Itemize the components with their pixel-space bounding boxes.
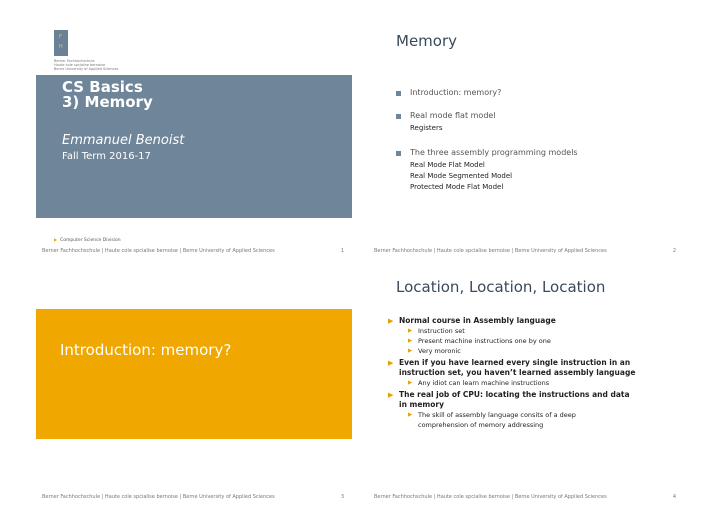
footer-text: Berner Fachhochschule | Haute cole spcialise bernoise | Berne University of Applied Sciences: [42, 494, 275, 500]
slide-footer: [42, 494, 344, 500]
title-band: [36, 75, 352, 218]
slide-footer: [42, 248, 344, 254]
section-title: Introduction: memory?: [60, 341, 232, 359]
logo-line: Berner Fachhochschule: [54, 59, 95, 63]
sub-bullet-item: [388, 410, 674, 430]
page-number: 2: [672, 248, 676, 254]
course-title: [62, 80, 153, 110]
sub-bullet-item: ▶ Instruction set: [388, 326, 674, 336]
bullet-line: comprehension of memory addressing: [418, 421, 544, 429]
page-number: 1: [340, 248, 344, 254]
bullet-item: ▶ Normal course in Assembly language: [388, 316, 674, 326]
logo-line: Haute cole spcialise bernoise: [54, 63, 106, 68]
toc-subitems: [410, 123, 578, 134]
footer-text: Berner Fachhochschule | Haute cole spcialise bernoise | Berne University of Applied Sciences: [42, 248, 275, 254]
slide-1: [36, 18, 352, 256]
author: Emmanuel Benoist: [62, 133, 185, 148]
toc-subitems: [410, 160, 578, 193]
toc-item-label: The three assembly programming models: [410, 148, 578, 157]
toc-item-label: Real mode flat model: [410, 111, 496, 120]
toc-item: [396, 111, 578, 134]
slide-3: [36, 264, 352, 502]
bfh-logo: [54, 30, 68, 56]
footer-text: Berner Fachhochschule | Haute cole spcialise bernoise | Berne University of Applied Sciences: [374, 494, 607, 500]
division-label: ▶ Computer Science Division: [54, 237, 121, 243]
slide-title: Location, Location, Location: [396, 278, 606, 296]
term: Fall Term 2016-17: [62, 151, 151, 162]
section-band: [36, 309, 352, 439]
toc-item-label: Introduction: memory?: [410, 88, 502, 97]
logo-letter-f: F: [59, 34, 62, 40]
bullet-item: [388, 390, 674, 410]
sub-bullet-item: ▶ Present machine instructions one by one: [388, 336, 674, 346]
bullet-line: instruction set, you haven’t learned assembly language: [399, 368, 636, 377]
bullet-item: [388, 358, 674, 378]
slide-4: [368, 264, 684, 502]
toc-subitem: Real Mode Segmented Model: [410, 172, 513, 180]
sub-bullet-item: ▶ Any idiot can learn machine instructions: [388, 378, 674, 388]
toc-subitem: Real Mode Flat Model: [410, 161, 485, 169]
bullet-line: ▶ Even if you have learned every single instruction in an: [399, 358, 631, 367]
toc-subitem: Registers: [410, 124, 443, 132]
page-number: 4: [672, 494, 676, 500]
toc-subitem: Protected Mode Flat Model: [410, 183, 504, 191]
sub-bullet-item: ▶ Very moronic: [388, 346, 674, 356]
course-title-line2: 3) Memory: [62, 93, 153, 111]
bullet-line: in memory: [399, 400, 444, 409]
footer-text: Berner Fachhochschule | Haute cole spcialise bernoise | Berne University of Applied Sciences: [374, 248, 607, 254]
logo-line: Berne University of Applied Sciences: [54, 67, 119, 72]
toc-item: [396, 148, 578, 193]
bullet-line: ▶ The skill of assembly language consits of a deep: [418, 411, 576, 419]
slide-2: [368, 18, 684, 256]
slide-footer: [374, 494, 676, 500]
bullet-list: [388, 314, 674, 430]
logo-text: [54, 59, 118, 72]
page-number: 3: [340, 494, 344, 500]
slide-title: Memory: [396, 32, 458, 50]
toc-item: [396, 88, 578, 97]
course-title-line1: CS Basics: [62, 78, 143, 96]
slide-footer: [374, 248, 676, 254]
logo-letter-h: H: [59, 44, 63, 50]
table-of-contents: [396, 88, 578, 207]
bullet-line: ▶ The real job of CPU: locating the instructions and data: [399, 390, 630, 399]
